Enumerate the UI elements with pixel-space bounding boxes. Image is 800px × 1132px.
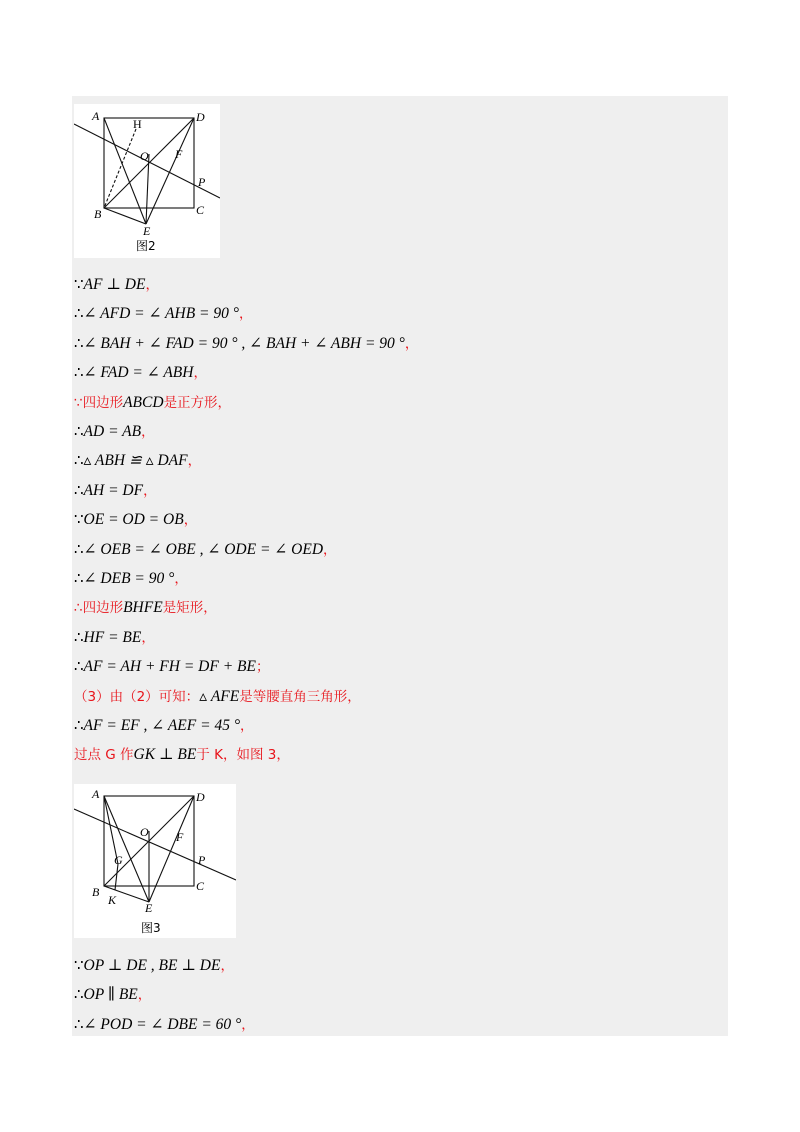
line-suffix: 是等腰直角三角形， bbox=[239, 688, 361, 705]
line-prefix: ∴ bbox=[74, 629, 84, 646]
line-suffix: 于 K，如图 3， bbox=[196, 747, 290, 764]
solution-line bbox=[74, 953, 234, 979]
fig3-label-g: G bbox=[114, 853, 123, 867]
line-suffix: ， bbox=[220, 958, 234, 974]
line-math: GK ⊥ BE bbox=[133, 746, 197, 764]
line-suffix: ， bbox=[137, 987, 152, 1004]
solution-line bbox=[74, 566, 188, 592]
fig3-label-c: C bbox=[196, 879, 205, 893]
line-prefix: ∵ bbox=[74, 277, 84, 293]
solution-line bbox=[74, 713, 254, 739]
line-prefix: ∵ bbox=[74, 512, 84, 529]
line-suffix: ， bbox=[404, 335, 419, 352]
line-prefix: （3）由（2）可知： bbox=[74, 688, 200, 705]
line-math: OP ∥ BE bbox=[83, 986, 138, 1004]
line-suffix: ， bbox=[241, 1016, 255, 1033]
line-math: ABCD bbox=[123, 393, 164, 411]
line-suffix: ， bbox=[193, 365, 207, 382]
solution-line bbox=[74, 390, 231, 416]
line-math: ∠ FAD = ∠ ABH bbox=[83, 364, 194, 382]
solution-line bbox=[74, 507, 197, 533]
fig3-label-p: P bbox=[198, 853, 206, 867]
fig3-label-f: F bbox=[176, 830, 184, 844]
solution-line bbox=[74, 742, 290, 768]
solution-line bbox=[74, 625, 155, 651]
solution-line bbox=[74, 419, 155, 445]
solution-line bbox=[74, 982, 151, 1008]
line-prefix: ∴ bbox=[74, 659, 84, 676]
line-suffix: 是正方形， bbox=[163, 394, 232, 411]
line-math: AD = AB bbox=[83, 423, 142, 440]
fig3-label-k: K bbox=[108, 893, 117, 907]
line-suffix: ， bbox=[238, 306, 253, 323]
line-suffix: ； bbox=[255, 659, 270, 676]
solution-line bbox=[74, 595, 217, 621]
solution-line bbox=[74, 1012, 255, 1038]
fig2-caption: 图2 bbox=[136, 239, 156, 253]
line-math: ∠ BAH + ∠ FAD = 90 ° , ∠ BAH + ∠ ABH = 90 ° bbox=[83, 334, 405, 352]
fig3-label-a: A bbox=[92, 787, 100, 801]
fig2-label-b: B bbox=[94, 207, 102, 221]
line-math: ▵ ABH ≌ ▵ DAF bbox=[83, 452, 188, 470]
fig3-label-o: O bbox=[140, 825, 149, 839]
line-suffix: ， bbox=[240, 718, 254, 734]
line-prefix: ∴ bbox=[74, 482, 84, 499]
solution-line bbox=[74, 448, 201, 474]
line-prefix: ∴ bbox=[74, 453, 84, 470]
line-math: ∠ POD = ∠ DBE = 60 ° bbox=[83, 1015, 242, 1033]
line-prefix: ∴ bbox=[74, 365, 84, 382]
line-prefix: ∴ bbox=[74, 1016, 84, 1033]
line-math: AF = EF , ∠ AEF = 45 ° bbox=[83, 717, 241, 734]
line-math: ∠ DEB = 90 ° bbox=[83, 570, 175, 587]
line-math: AH = DF bbox=[83, 481, 144, 499]
figure-3 bbox=[74, 784, 236, 938]
line-math: AF = AH + FH = DF + BE bbox=[83, 658, 256, 676]
line-math: ∠ AFD = ∠ AHB = 90 ° bbox=[83, 305, 239, 323]
line-math: AF ⊥ DE bbox=[83, 276, 146, 293]
fig2-label-e: E bbox=[143, 224, 151, 238]
line-math: ▵ AFE bbox=[199, 687, 240, 705]
line-suffix: ， bbox=[323, 541, 337, 558]
line-math: OP ⊥ DE , BE ⊥ DE bbox=[83, 957, 221, 974]
solution-line bbox=[74, 537, 337, 563]
fig2-label-c: C bbox=[196, 203, 205, 217]
fig2-label-d: D bbox=[196, 110, 205, 124]
line-prefix: ∴ bbox=[74, 987, 84, 1004]
line-prefix: ∵ bbox=[74, 958, 84, 974]
solution-line bbox=[74, 360, 207, 386]
solution-line bbox=[74, 654, 269, 680]
line-math: ∠ OEB = ∠ OBE , ∠ ODE = ∠ OED bbox=[83, 540, 324, 558]
line-prefix: ∴ bbox=[74, 571, 84, 587]
solution-line bbox=[74, 684, 361, 710]
line-math: BHFE bbox=[123, 599, 163, 617]
solution-line bbox=[74, 272, 159, 298]
line-suffix: ， bbox=[187, 453, 202, 470]
line-suffix: ， bbox=[183, 512, 198, 529]
line-prefix: ∵四边形 bbox=[74, 394, 124, 411]
fig3-label-e: E bbox=[145, 901, 153, 915]
fig3-label-b: B bbox=[92, 885, 100, 899]
line-prefix: ∴ bbox=[74, 335, 84, 352]
line-math: HF = BE bbox=[83, 628, 142, 646]
fig2-label-o: O bbox=[140, 149, 149, 163]
line-prefix: ∴ bbox=[74, 424, 84, 440]
line-prefix: ∴ bbox=[74, 541, 84, 558]
fig2-label-a: A bbox=[92, 109, 100, 123]
fig3-caption: 图3 bbox=[141, 921, 161, 935]
line-suffix: ， bbox=[141, 629, 155, 646]
fig3-label-d: D bbox=[196, 790, 205, 804]
line-suffix: 是矩形， bbox=[162, 600, 217, 617]
solution-line bbox=[74, 331, 418, 357]
line-prefix: ∴四边形 bbox=[74, 600, 124, 617]
fig2-label-h: H bbox=[133, 117, 142, 131]
line-suffix: ， bbox=[143, 482, 157, 499]
figure-2 bbox=[74, 104, 220, 258]
solution-line bbox=[74, 301, 252, 327]
solution-line bbox=[74, 478, 157, 504]
line-prefix: 过点 G 作 bbox=[74, 747, 134, 764]
line-suffix: ， bbox=[145, 277, 159, 293]
line-prefix: ∴ bbox=[74, 306, 84, 323]
fig2-label-p: P bbox=[198, 175, 206, 189]
line-math: OE = OD = OB bbox=[83, 511, 184, 529]
fig2-label-f: F bbox=[175, 147, 183, 161]
line-suffix: ， bbox=[174, 571, 188, 587]
line-prefix: ∴ bbox=[74, 718, 84, 734]
line-suffix: ， bbox=[141, 424, 155, 440]
